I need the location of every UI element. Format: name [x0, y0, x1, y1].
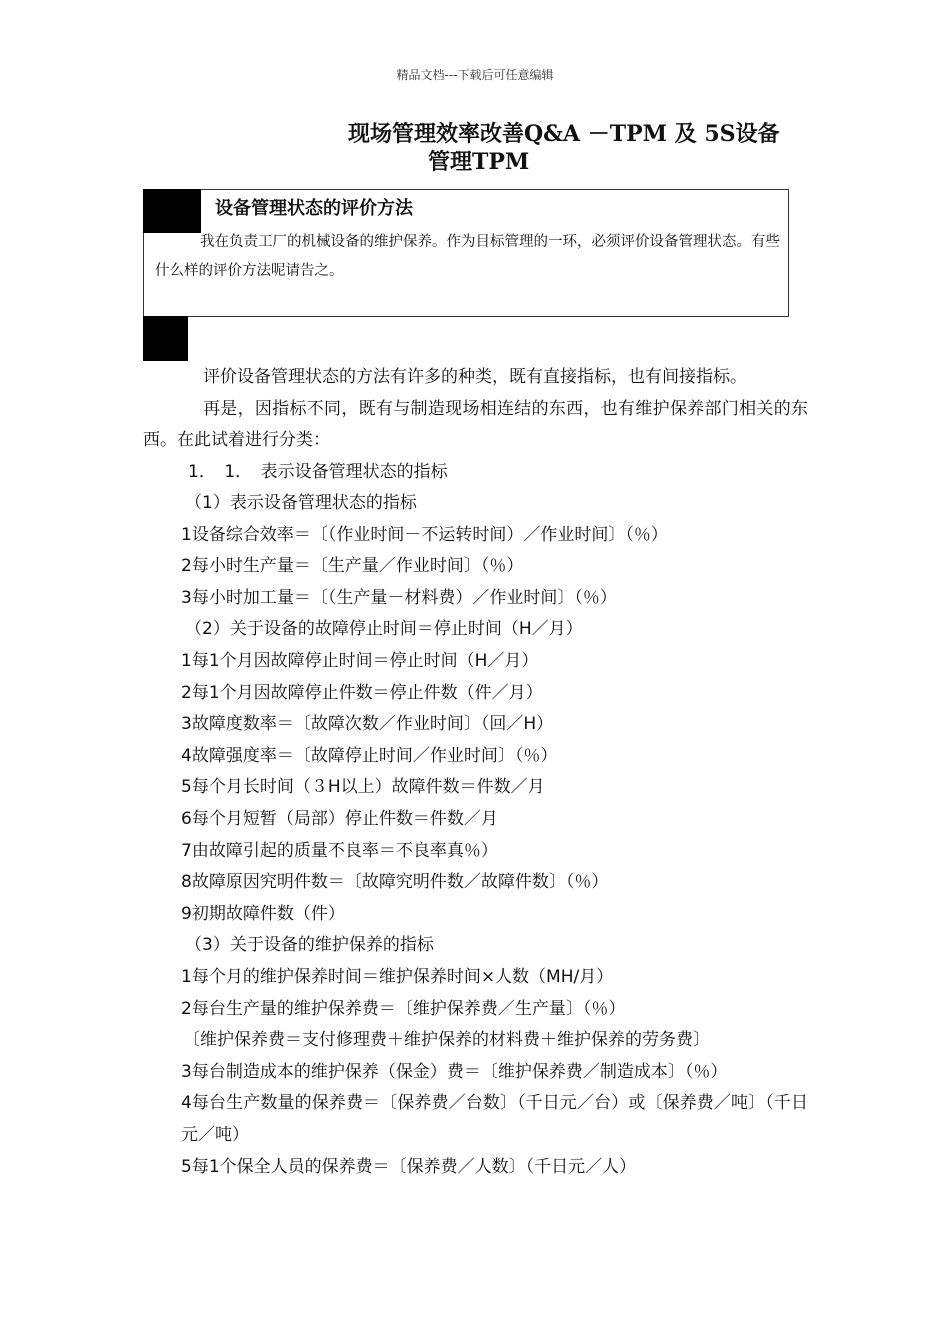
- list-item: 1设备综合效率＝〔（作业时间－不运转时间）／作业时间〕（％）: [181, 524, 668, 545]
- answer-paragraph-2: 再是，因指标不同，既有与制造现场相连结的东西，也有维护保养部门相关的东西。在此试着进行分类：: [143, 398, 808, 450]
- list-item: 7由故障引起的质量不良率＝不良率真％）: [181, 840, 498, 861]
- question-text: 我在负责工厂的机械设备的维护保养。作为目标管理的一环，必须评价设备管理状态。有些什么样的评价方法呢请告之。: [155, 234, 780, 279]
- list-item: 4故障强度率＝〔故障停止时间／作业时间〕（％）: [181, 745, 558, 766]
- question-marker: [143, 189, 201, 233]
- list-item: （3）关于设备的维护保养的指标: [185, 935, 434, 956]
- title-line-1: 现场管理效率改善Q&A －TPM 及 5S设备: [348, 121, 780, 147]
- list-item: 〔维护保养费＝支付修理费＋维护保养的材料费＋维护保养的劳务费〕: [183, 1030, 710, 1051]
- list-item: 1每个月的维护保养时间＝维护保养时间×人数（MH/月）: [181, 967, 614, 987]
- list-item: 6每个月短暂（局部）停止件数＝件数／月: [181, 809, 498, 830]
- indicator-list: [143, 457, 808, 1184]
- answer-body: [143, 362, 808, 1183]
- document-title: [348, 120, 818, 176]
- list-item: 5每个月长时间（３H以上）故障件数＝件数／月: [181, 777, 545, 798]
- list-item: 2每小时生产量＝〔生产量／作业时间〕（％）: [181, 556, 524, 577]
- list-item: （2）关于设备的故障停止时间＝停止时间（H／月）: [185, 619, 583, 640]
- list-item: 2每1个月因故障停止件数＝停止件数（件／月）: [181, 682, 543, 703]
- list-item: 8故障原因究明件数＝〔故障究明件数／故障件数〕（％）: [181, 872, 609, 893]
- title-line-2: 管理TPM: [428, 149, 530, 175]
- list-item: （1）表示设备管理状态的指标: [185, 493, 417, 514]
- answer-marker: [143, 316, 188, 361]
- list-item: 3每台制造成本的维护保养（保金）费＝〔维护保养费／制造成本〕（％）: [181, 1061, 728, 1082]
- list-item: 1每1个月因故障停止时间＝停止时间（H／月）: [181, 651, 539, 672]
- question-heading: 设备管理状态的评价方法: [215, 198, 413, 219]
- answer-paragraph-1: 评价设备管理状态的方法有许多的种类，既有直接指标，也有间接指标。: [203, 367, 747, 387]
- list-item: 9初期故障件数（件）: [181, 903, 345, 924]
- list-item: 3故障度数率＝〔故障次数／作业时间〕（回／H）: [181, 714, 554, 735]
- list-item: 3每小时加工量＝〔（生产量－材料费）／作业时间〕（％）: [181, 587, 617, 608]
- list-item: 2每台生产量的维护保养费＝〔维护保养费／生产量〕（％）: [181, 998, 626, 1019]
- list-item: 4每台生产数量的保养费＝〔保养费／台数〕（千日元／台）或〔保养费／吨〕（千日元／吨）: [181, 1093, 808, 1145]
- header-note: 精品文档---下载后可任意编辑: [396, 68, 554, 82]
- list-item: 5每1个保全人员的保养费＝〔保养费／人数〕（千日元／人）: [181, 1156, 637, 1177]
- list-item: 1． 1． 表示设备管理状态的指标: [188, 461, 448, 482]
